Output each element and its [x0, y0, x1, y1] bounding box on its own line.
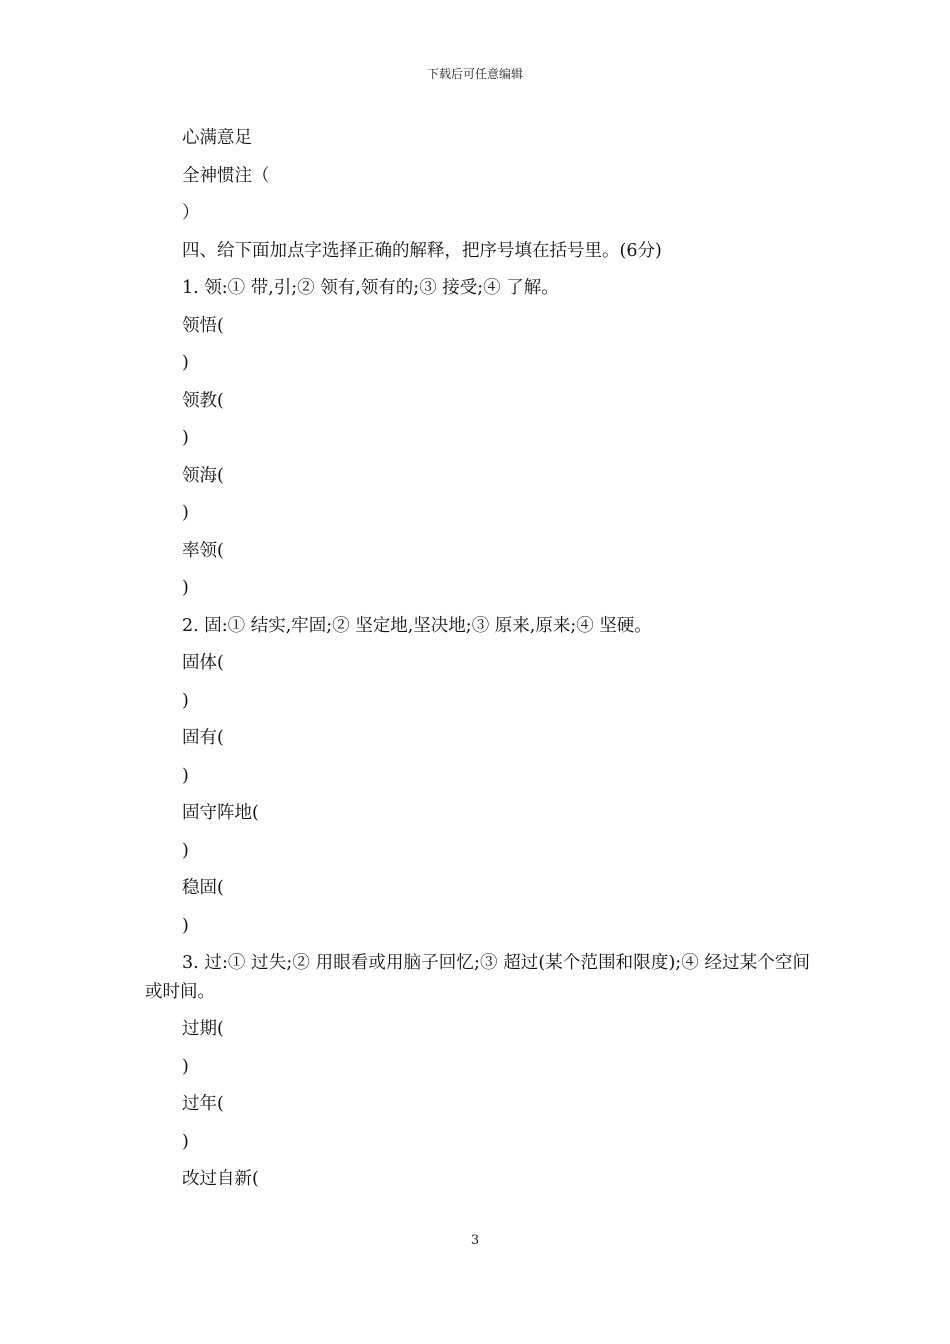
page-header: 下载后可任意编辑 [426, 67, 523, 81]
question-2-word-4: 稳固( [182, 878, 224, 898]
answer-blank-close: ) [182, 428, 189, 448]
section-heading-four: 四、给下面加点字选择正确的解释，把序号填在括号里。(6分) [182, 240, 662, 261]
question-1-word-3: 领海( [182, 465, 224, 486]
answer-blank-close: ) [182, 840, 189, 861]
question-2-word-2: 固有( [182, 728, 224, 748]
question-1-definitions: 1. 领:① 带,引;② 领有,领有的;③ 接受;④ 了解。 [182, 278, 559, 298]
question-1-word-1: 领悟( [182, 315, 224, 336]
answer-blank-close: ) [182, 1056, 189, 1077]
question-1-word-2: 领教( [182, 390, 224, 411]
question-1-word-4: 率领( [182, 540, 224, 561]
question-3-word-3: 改过自新( [182, 1169, 259, 1189]
answer-blank-close: ) [182, 915, 189, 936]
text-line-chengyu-1: 心满意足 [182, 128, 252, 148]
text-line-chengyu-2: 全神惯注（ [182, 165, 270, 186]
answer-blank-close: ） [182, 203, 200, 223]
question-2-word-3: 固守阵地( [182, 803, 259, 823]
page-number: 3 [470, 1233, 480, 1248]
question-3-definitions: 3. 过:① 过失;② 用眼看或用脑子回忆;③ 超过(某个范围和限度);④ 经过某个空间或时间。 [145, 953, 810, 1002]
document-body [145, 120, 810, 1199]
question-3-word-1: 过期( [182, 1019, 224, 1039]
answer-blank-close: ) [182, 353, 189, 373]
answer-blank-close: ) [182, 690, 189, 711]
question-2-word-1: 固体( [182, 653, 224, 673]
question-3-word-2: 过年( [182, 1094, 224, 1114]
answer-blank-close: ) [182, 1131, 189, 1152]
answer-blank-close: ) [182, 765, 189, 786]
question-2-definitions: 2. 固:① 结实,牢固;② 坚定地,坚决地;③ 原来,原来;④ 坚硬。 [182, 615, 652, 636]
answer-blank-close: ) [182, 578, 189, 598]
answer-blank-close: ) [182, 503, 189, 523]
